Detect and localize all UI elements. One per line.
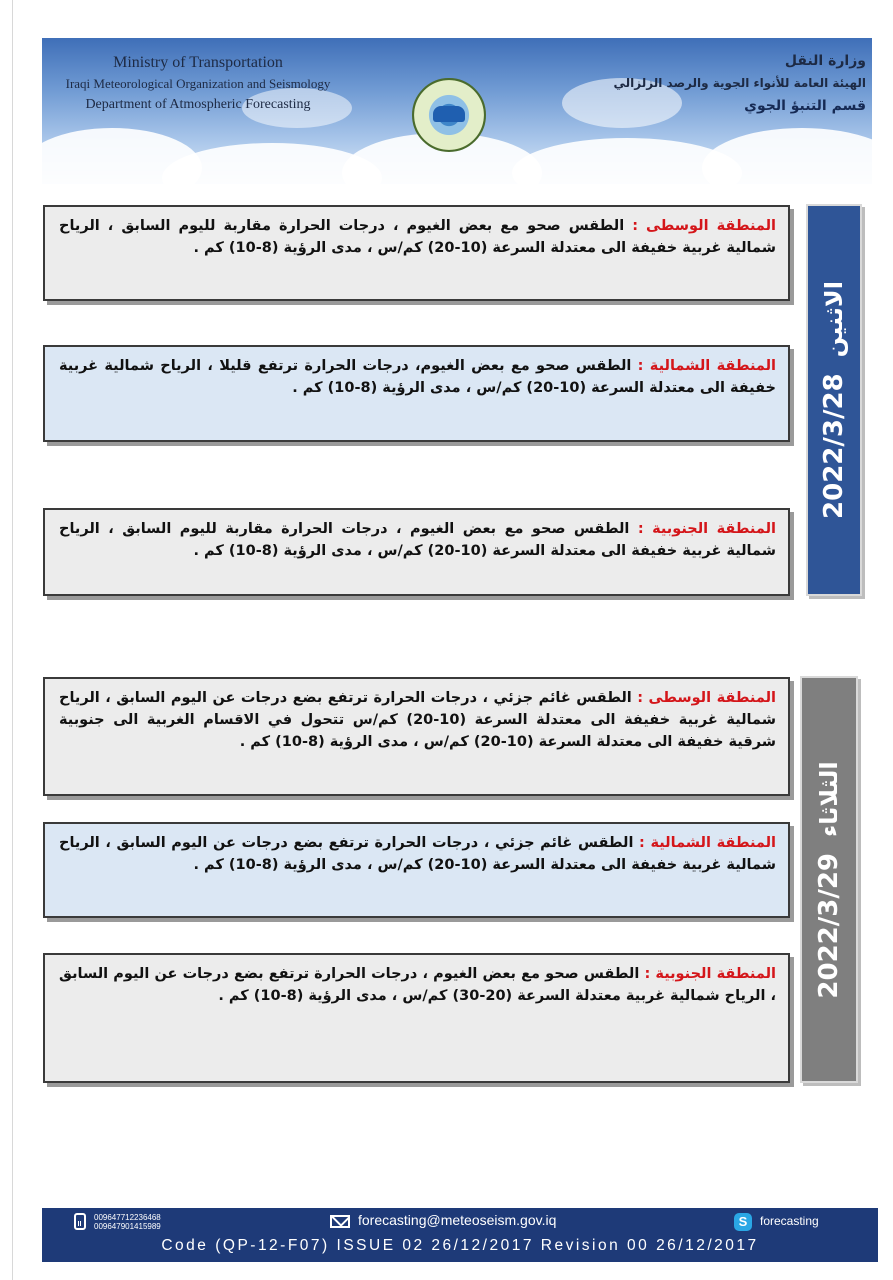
email-link[interactable]: forecasting@meteoseism.gov.iq <box>358 1212 557 1228</box>
date-bar-day1 <box>806 204 862 596</box>
header-english <box>48 52 348 115</box>
header-banner <box>42 38 872 184</box>
forecast-day-name: الثلاثاء <box>815 760 843 837</box>
organization-name-ar: الهيئة العامة للأنواء الجوية والرصد الزلزالي <box>613 76 866 90</box>
forecast-text: الطقس غائم جزئي ، درجات الحرارة ترتفع بضع درجات عن اليوم السابق ، الرياح شمالية غربية خفيفة الى معتدلة السرعة (10-20) كم/س ، مدى الرؤية (8-10) كم . <box>59 835 776 873</box>
forecast-day1-south <box>43 508 790 596</box>
date-bar-day2 <box>800 676 858 1083</box>
skype-handle[interactable]: forecasting <box>760 1214 819 1228</box>
phone-number-1: 009647712236468 <box>94 1213 161 1222</box>
forecast-text: الطقس صحو مع بعض الغيوم، درجات الحرارة ترتفع قليلا ، الرياح شمالية غربية خفيفة الى معتدلة السرعة (10-20) كم/س ، مدى الرؤية (8-10) كم . <box>59 358 776 396</box>
department-name-en: Department of Atmospheric Forecasting <box>85 97 311 112</box>
footer-bar <box>42 1208 878 1262</box>
document-code: Code (QP-12-F07) ISSUE 02 26/12/2017 Revision 00 26/12/2017 <box>161 1237 759 1254</box>
ministry-name-en: Ministry of Transportation <box>113 54 283 71</box>
ministry-name-ar: وزارة النقل <box>784 53 866 69</box>
region-label: المنطقة الجنوبية : <box>637 521 776 537</box>
department-name-ar: قسم التنبؤ الجوي <box>744 98 866 114</box>
region-label: المنطقة الشمالية : <box>639 835 776 851</box>
forecast-text: الطقس صحو مع بعض الغيوم ، درجات الحرارة مقاربة لليوم السابق ، الرياح شمالية غربية خفيفة الى معتدلة السرعة (10-20) كم/س ، مدى الرؤية (8-10) كم . <box>59 521 776 559</box>
page-edge <box>12 0 13 1280</box>
forecast-date: 2022/3/29 <box>814 852 844 999</box>
forecast-text: الطقس صحو مع بعض الغيوم ، درجات الحرارة مقاربة لليوم السابق ، الرياح شمالية غربية خفيفة الى معتدلة السرعة (10-20) كم/س ، مدى الرؤية (8-10) كم . <box>59 218 776 256</box>
phone-icon <box>74 1213 86 1230</box>
forecast-day1-central <box>43 205 790 301</box>
region-label: المنطقة الوسطى : <box>637 690 776 706</box>
skype-icon: S <box>734 1213 752 1231</box>
region-label: المنطقة الجنوبية : <box>644 966 776 982</box>
forecast-text: الطقس غائم جزئي ، درجات الحرارة ترتفع بضع درجات عن اليوم السابق ، الرياح شمالية غربية خفيفة الى معتدلة السرعة (10-20) كم/س تتحول في الاقسام الغربية الى جنوبية شرقية خفيفة الى معتدلة السرعة (10-20) كم/س ، مدى الرؤية (8-10) كم . <box>59 690 776 750</box>
header-arabic <box>566 50 866 118</box>
organization-name-en: Iraqi Meteorological Organization and Seismology <box>65 76 331 91</box>
phone-number-2: 009647901415989 <box>94 1222 161 1231</box>
mail-icon <box>330 1215 350 1228</box>
forecast-day2-north <box>43 822 790 918</box>
region-label: المنطقة الشمالية : <box>637 358 776 374</box>
forecast-date: 2022/3/28 <box>819 373 849 519</box>
region-label: المنطقة الوسطى : <box>632 218 776 234</box>
phone-numbers <box>94 1213 161 1231</box>
organization-logo-icon <box>412 78 486 152</box>
forecast-day1-north <box>43 345 790 442</box>
forecast-text: الطقس صحو مع بعض الغيوم ، درجات الحرارة ترتفع بضع درجات عن اليوم السابق ، الرياح شمالية غربية معتدلة السرعة (20-30) كم/س ، مدى الرؤية (8-10) كم . <box>59 966 776 1004</box>
forecast-day2-central <box>43 677 790 796</box>
forecast-day2-south <box>43 953 790 1083</box>
forecast-day-name: الاثنين <box>820 281 848 358</box>
